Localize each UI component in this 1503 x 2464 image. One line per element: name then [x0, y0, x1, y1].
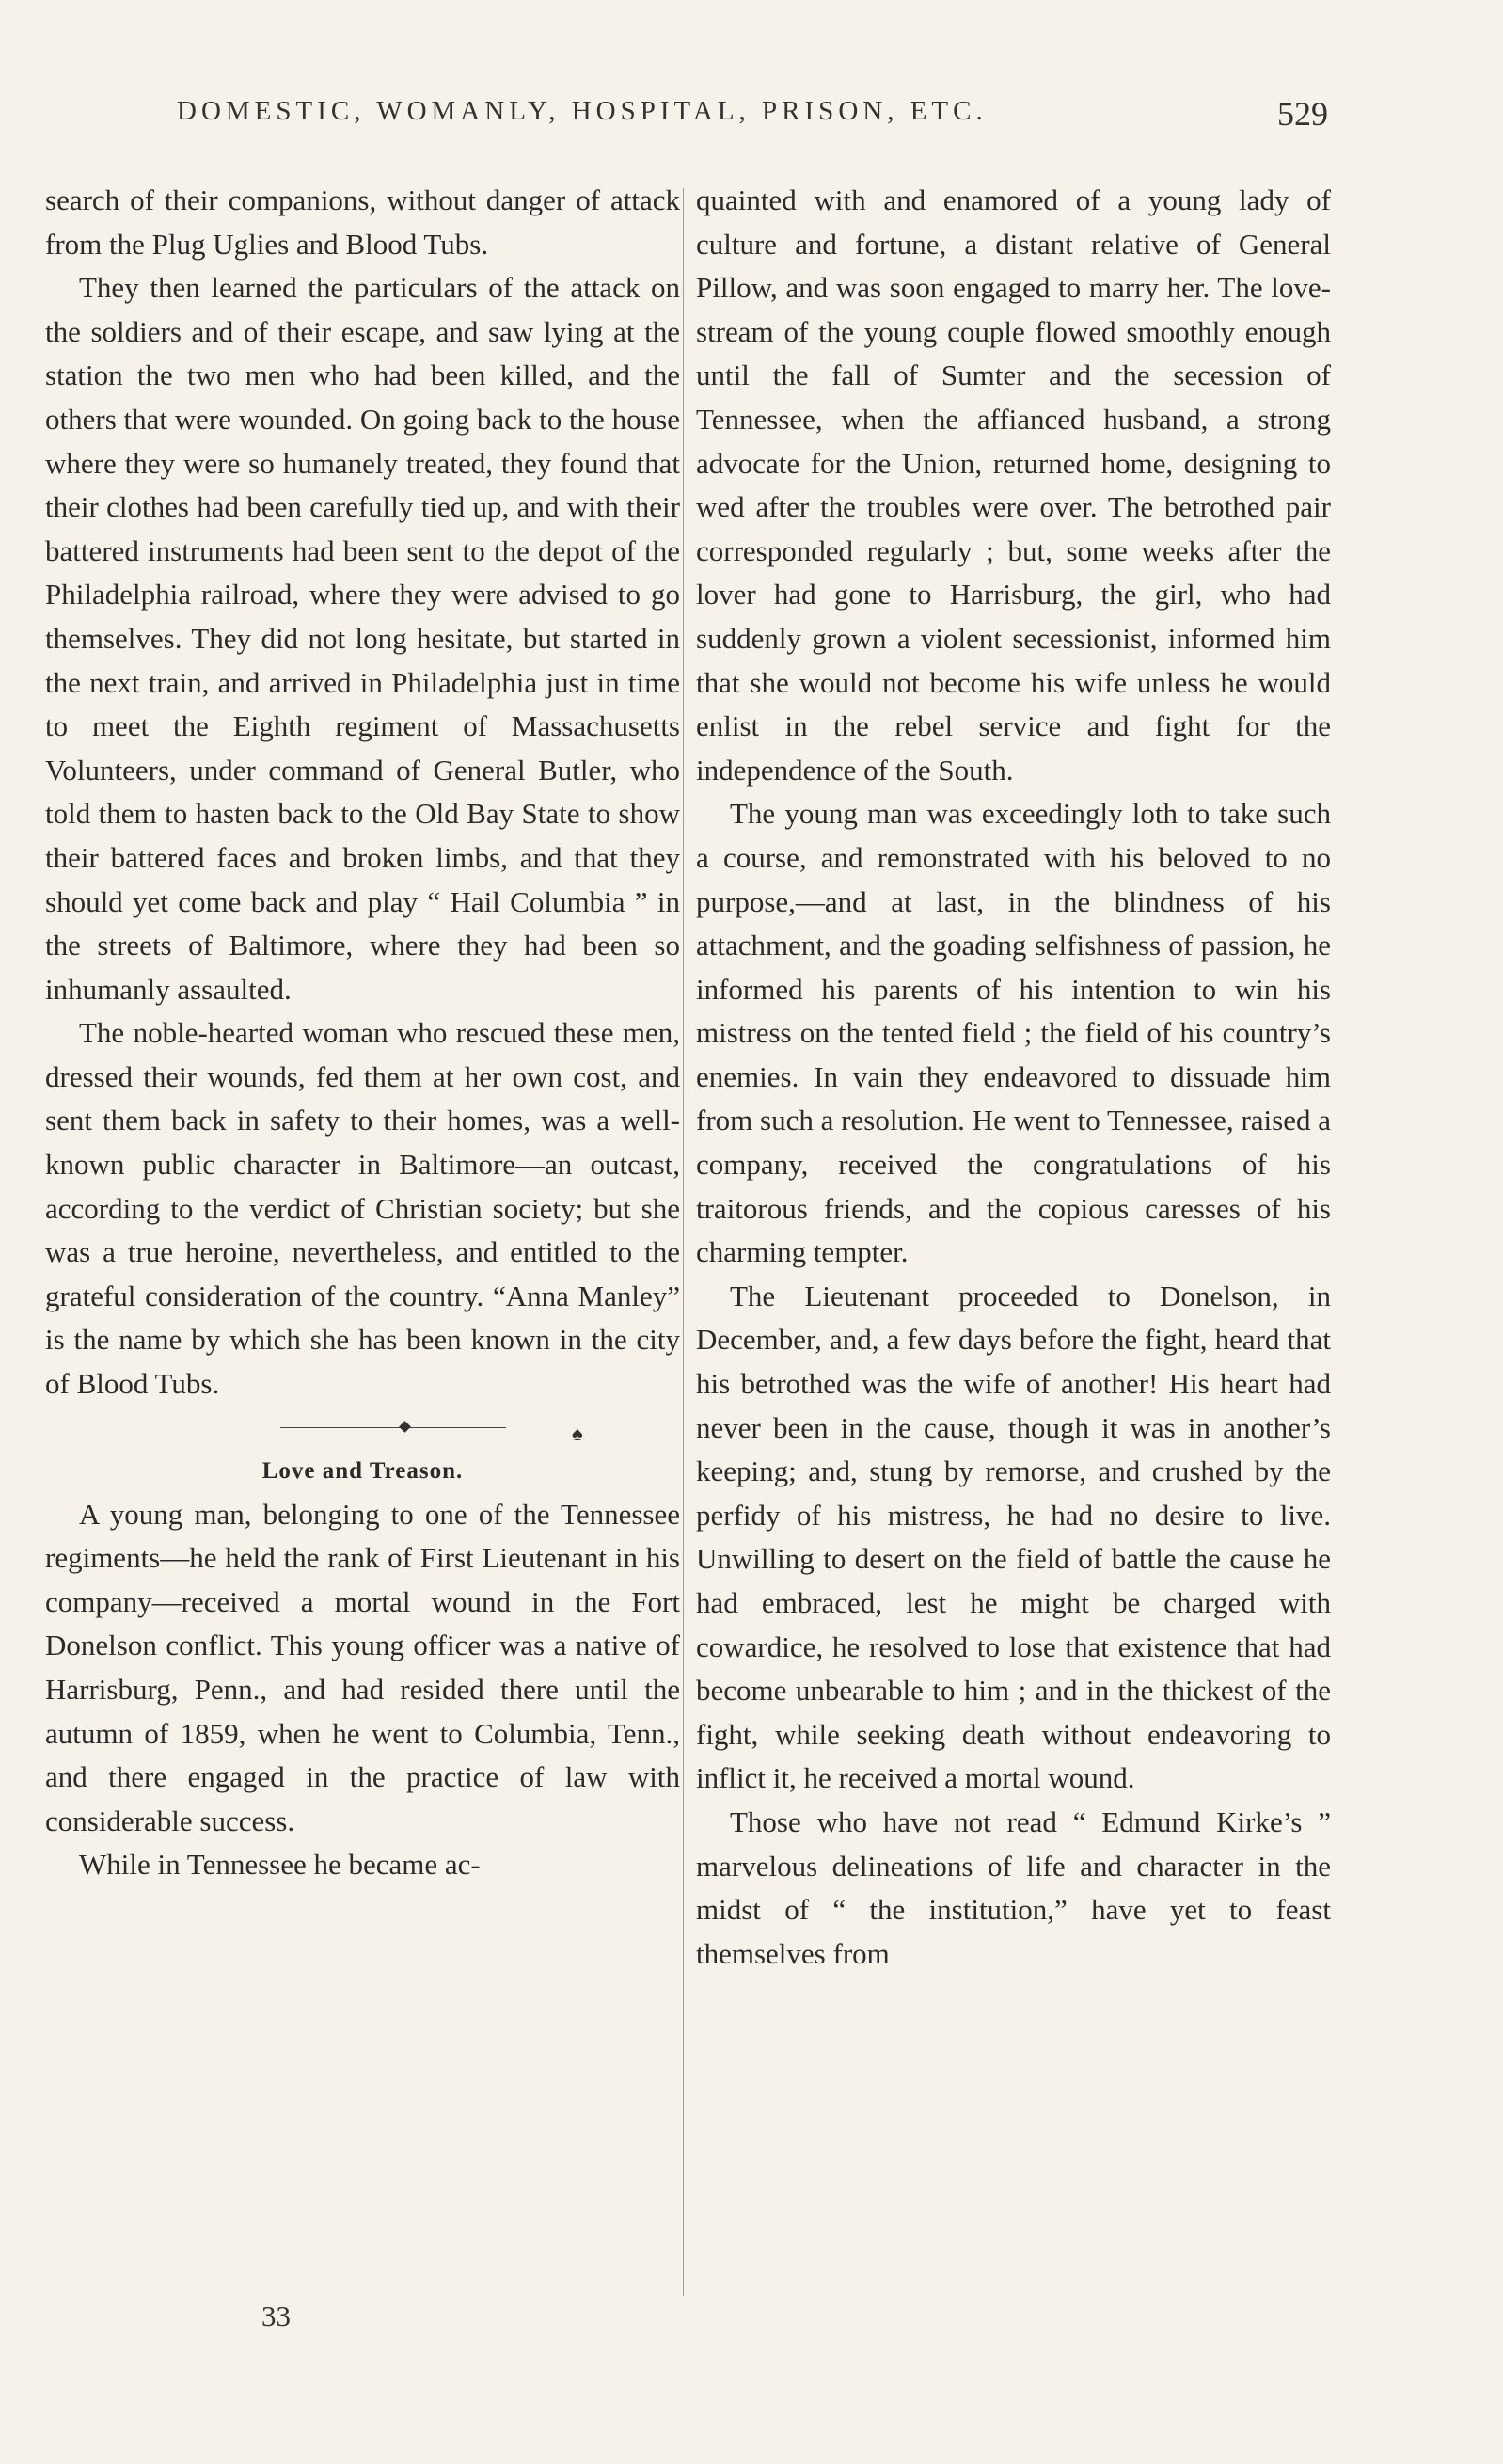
paragraph: search of their companions, without danger of attack from the Plug Uglies and Blood Tubs. — [45, 183, 680, 261]
section-heading: Love and Treason. — [261, 1457, 464, 1484]
column-rule — [683, 188, 684, 2296]
paragraph: While in Tennessee he became ac- — [79, 1848, 481, 1882]
divider-line — [280, 1427, 506, 1428]
diamond-icon — [399, 1421, 411, 1433]
paragraph: The young man was exceedingly loth to take such a course, and remonstrated with his beloved to no purpose,—and at last, in the blindness of his attachment, and the goading selfishness of passion, he informed his parents of his intention to win his mistress on the tented field ; the field of his country’s enemies. In vain they endeavored to dissuade him from such a resolution. He went to Tennessee, raised a company, received the congratulations of his traitorous friends, and the copious caresses of his charming tempter. — [696, 797, 1331, 1269]
signature-mark: 33 — [261, 2299, 291, 2332]
paragraph: The Lieutenant proceeded to Donelson, in December, and, a few days before the fight, heard that his betrothed was the wife of another! His heart had never been in the cause, though it was in another’s keeping; and, stung by remorse, and crushed by the perfidy of his mistress, he had no desire to live. Unwilling to desert on the field of battle the cause he had embraced, lest he might be charged with cowardice, he resolved to lose that existence that had become unbearable to him ; and in the thickest of the fight, while seeking death without endeavoring to inflict it, he received a mortal wound. — [696, 1279, 1331, 1795]
left-column — [45, 179, 680, 1887]
section-divider-ornament — [45, 1407, 680, 1450]
paragraph: A young man, belonging to one of the Tennessee regiments—he held the rank of First Lieutenant in his company—received a mortal wound in the Fort Donelson conflict. This young officer was a native of Harrisburg, Penn., and had resided there until the autumn of 1859, when he went to Columbia, Tenn., and there engaged in the practice of law with considerable success. — [45, 1497, 680, 1837]
right-column — [696, 179, 1331, 1976]
paragraph: They then learned the particulars of the attack on the soldiers and of their escape, and saw lying at the station the two men who had been killed, and the others that were wounded. On going back to the house where they were so humanely treated, they found that their clothes had been carefully tied up, and with their battered instruments had been sent to the depot of the Philadelphia railroad, where they were advised to go themselves. They did not long hesitate, but started in the next train, and arrived in Philadelphia just in time to meet the Eighth regiment of Massachusetts Volunteers, under command of General Butler, who told them to hasten back to the Old Bay State to show their battered faces and broken limbs, and that they should yet come back and play “ Hail Columbia ” in the streets of Baltimore, where they had been so inhumanly assaulted. — [45, 271, 680, 1006]
page-number: 529 — [1277, 95, 1328, 133]
paragraph: Those who have not read “ Edmund Kirke’s ” marvelous delineations of life and character in the midst of “ the institution,” have yet to feast themselves from — [696, 1804, 1331, 1970]
paragraph: quainted with and enamored of a young lady of culture and fortune, a distant relative of General Pillow, and was soon engaged to marry her. The love-stream of the young couple flowed smoothly enough until the fall of Sumter and the secession of Tennessee, when the affianced husband, a strong advocate for the Union, returned home, designing to wed after the troubles were over. The betrothed pair corresponded regularly ; but, some weeks after the lover had gone to Harrisburg, the girl, who had suddenly grown a violent secessionist, informed him that she would not become his wife unless he would enlist in the rebel service and fight for the independence of the South. — [696, 183, 1331, 787]
spade-icon: ♠ — [572, 1421, 583, 1445]
paragraph: The noble-hearted woman who rescued these men, dressed their wounds, fed them at her own cost, and sent them back in safety to their homes, was a well-known public character in Baltimore—an outcast, according to the verdict of Christian society; but she was a true heroine, nevertheless, and entitled to the grateful consideration of the country. “Anna Manley” is the name by which she has been known in the city of Blood Tubs. — [45, 1016, 680, 1401]
running-title: DOMESTIC, WOMANLY, HOSPITAL, PRISON, ETC. — [177, 96, 988, 126]
